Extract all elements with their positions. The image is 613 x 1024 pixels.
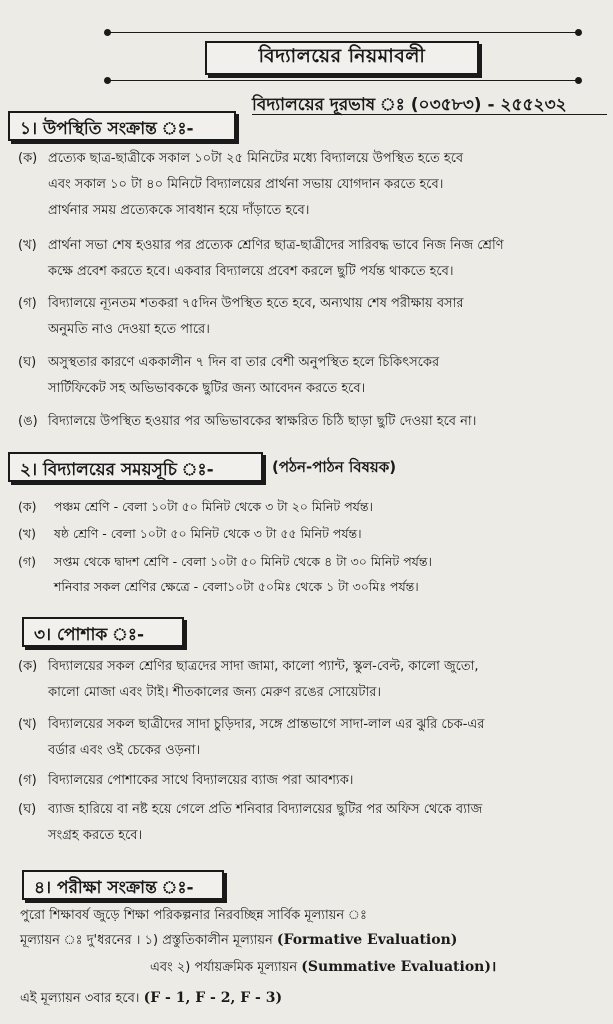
uniform-item-kha (18, 712, 608, 764)
item-line: ব্যাজ হারিয়ে বা নষ্ট হয়ে গেলে প্রতি শনিবার বিদ্যালয়ের ছুটির পর অফিস থেকে ব্যাজ (48, 802, 483, 817)
exam-line (150, 955, 605, 980)
uniform-item-ga (18, 768, 608, 794)
item-line: ষষ্ঠ শ্রেণি - বেলা ১০টা ৫০ মিনিট থেকে ৩ টা ৫৫ মিনিট পর্যন্ত। (54, 526, 362, 541)
title-bottom-rule (108, 80, 578, 81)
item-marker: (খ) (18, 717, 37, 732)
section-timetable-heading: ২। বিদ্যালয়ের সময়সূচি ঃ- (8, 452, 263, 482)
item-line: বিদ্যালয়ে ন্যূনতম শতকরা ৭৫দিন উপস্থিত হতে হবে, অন্যথায় শেষ পরীক্ষায় বসার (48, 296, 464, 311)
item-line: বিদ্যালয়ে উপস্থিত হওয়ার পর অভিভাবকের স্বাক্ষরিত চিঠি ছাড়া ছুটি দেওয়া হবে না। (48, 414, 477, 429)
exam-line (20, 928, 605, 953)
timetable-item-ga (18, 549, 608, 599)
page-title: বিদ্যালয়ের নিয়মাবলী (205, 41, 479, 75)
attendance-item-gha (18, 350, 608, 402)
title-top-rule (108, 32, 578, 33)
item-line: কালো মোজা এবং টাই। শীতকালের জন্য মেরুণ রঙের সোয়েটার। (48, 685, 382, 700)
item-line: অসুস্থতার কারণে এককালীন ৭ দিন বা তার বেশী অনুপস্থিত হলে চিকিৎসকের (48, 355, 440, 370)
section-attendance-heading: ১। উপস্থিতি সংক্রান্ত ঃ- (8, 111, 236, 141)
attendance-item-ga (18, 291, 608, 343)
attendance-item-uma (18, 409, 608, 435)
item-line: কক্ষে প্রবেশ করতে হবে। একবার বিদ্যালয়ে প্রবেশ করলে ছুটি পর্যন্ত থাকতে হবে। (48, 264, 454, 279)
exam-line (20, 986, 605, 1011)
item-marker: (ঘ) (18, 355, 37, 370)
item-line: বিদ্যালয়ের সকল শ্রেণির ছাত্রদের সাদা জামা, কালো প্যান্ট, স্কুল-বেল্ট, কালো জুতো, (48, 659, 479, 674)
item-marker: (গ) (18, 773, 37, 788)
exam-line-en: (F - 1, F - 2, F - 3) (143, 990, 283, 1006)
item-line: সংগ্রহ করতে হবে। (48, 828, 143, 843)
item-line: বিদ্যালয়ের সকল ছাত্রীদের সাদা চুড়িদার, সঙ্গে প্রান্তভাগে সাদা-লাল এর ঝুরি চেক-এর (48, 717, 485, 732)
uniform-item-gha (18, 797, 608, 849)
exam-line-bn: এই মূল্যায়ন ৩বার হবে। (20, 991, 140, 1006)
timetable-item-ka (18, 494, 608, 519)
attendance-item-ka (18, 146, 608, 224)
item-marker: (গ) (18, 296, 37, 311)
section-uniform-heading: ৩। পোশাক ঃ- (22, 617, 184, 647)
exam-line-en: (Summative Evaluation)। (301, 959, 497, 975)
item-line: সপ্তম থেকে দ্বাদশ শ্রেণি - বেলা ১০টা ৫০ মিনিট থেকে ৪ টা ৩০ মিনিট পর্যন্ত। (54, 554, 432, 569)
item-marker: (ক) (18, 659, 38, 674)
attendance-item-kha (18, 233, 608, 285)
timetable-item-kha (18, 521, 608, 546)
exam-line-bn: মূল্যায়ন ঃ দু'ধরনের । ১) প্রস্তুতিকালীন মূল্যায়ন (20, 933, 273, 948)
item-marker: (ঙ) (18, 414, 38, 429)
item-line: অনুমতি নাও দেওয়া হতে পারে। (48, 322, 210, 337)
section-timetable-subheading: (পঠন-পাঠন বিষয়ক) (272, 458, 397, 476)
item-line: সার্টিফিকেট সহ অভিভাবককে ছুটির জন্য আবেদন করতে হবে। (48, 381, 366, 396)
exam-line-bn: এবং ২) পর্যায়ক্রমিক মূল্যায়ন (150, 960, 298, 975)
item-marker: (ঘ) (18, 802, 37, 817)
item-line: প্রার্থনা সভা শেষ হওয়ার পর প্রত্যেক শ্রেণির ছাত্র-ছাত্রীদের সারিবদ্ধ ভাবে নিজ নিজ শ্রেণি (48, 238, 504, 253)
item-line: শনিবার সকল শ্রেণির ক্ষেত্রে - বেলা১০টা ৫০মিঃ থেকে ১ টা ৩০মিঃ পর্যন্ত। (54, 579, 419, 594)
uniform-item-ka (18, 654, 608, 706)
item-marker: (ক) (18, 499, 37, 514)
title-banner (108, 26, 578, 86)
item-line: প্রার্থনার সময় প্রত্যেককে সাবধান হয়ে দাঁড়াতে হবে। (48, 203, 310, 218)
exam-line: পুরো শিক্ষাবর্ষ জুড়ে শিক্ষা পরিকল্পনার নিরবচ্ছিন্ন সার্বিক মূল্যায়ন ঃ (20, 908, 367, 923)
item-marker: (খ) (18, 526, 36, 541)
item-line: বিদ্যালয়ের পোশাকের সাথে বিদ্যালয়ের ব্যাজ পরা আবশ্যক। (48, 773, 354, 788)
item-marker: (খ) (18, 238, 37, 253)
school-phone: বিদ্যালয়ের দূরভাষ ঃ (০৩৫৮৩) - ২৫৫২৩২ (252, 92, 607, 115)
item-marker: (ক) (18, 151, 38, 166)
item-marker: (গ) (18, 554, 36, 569)
section-exam-heading: ৪। পরীক্ষা সংক্রান্ত ঃ- (22, 870, 224, 900)
item-line: প্রত্যেক ছাত্র-ছাত্রীকে সকাল ১০টা ২৫ মিনিটের মধ্যে বিদ্যালয়ে উপস্থিত হতে হবে (48, 151, 464, 166)
exam-line-en: (Formative Evaluation) (276, 932, 458, 948)
item-line: পঞ্চম শ্রেণি - বেলা ১০টা ৫০ মিনিট থেকে ৩ টা ২০ মিনিট পর্যন্ত। (54, 499, 373, 514)
item-line: বর্ডার এবং ওই চেকের ওড়না। (48, 743, 201, 758)
item-line: এবং সকাল ১০ টা ৪০ মিনিটে বিদ্যালয়ের প্রার্থনা সভায় যোগদান করতে হবে। (48, 177, 444, 192)
